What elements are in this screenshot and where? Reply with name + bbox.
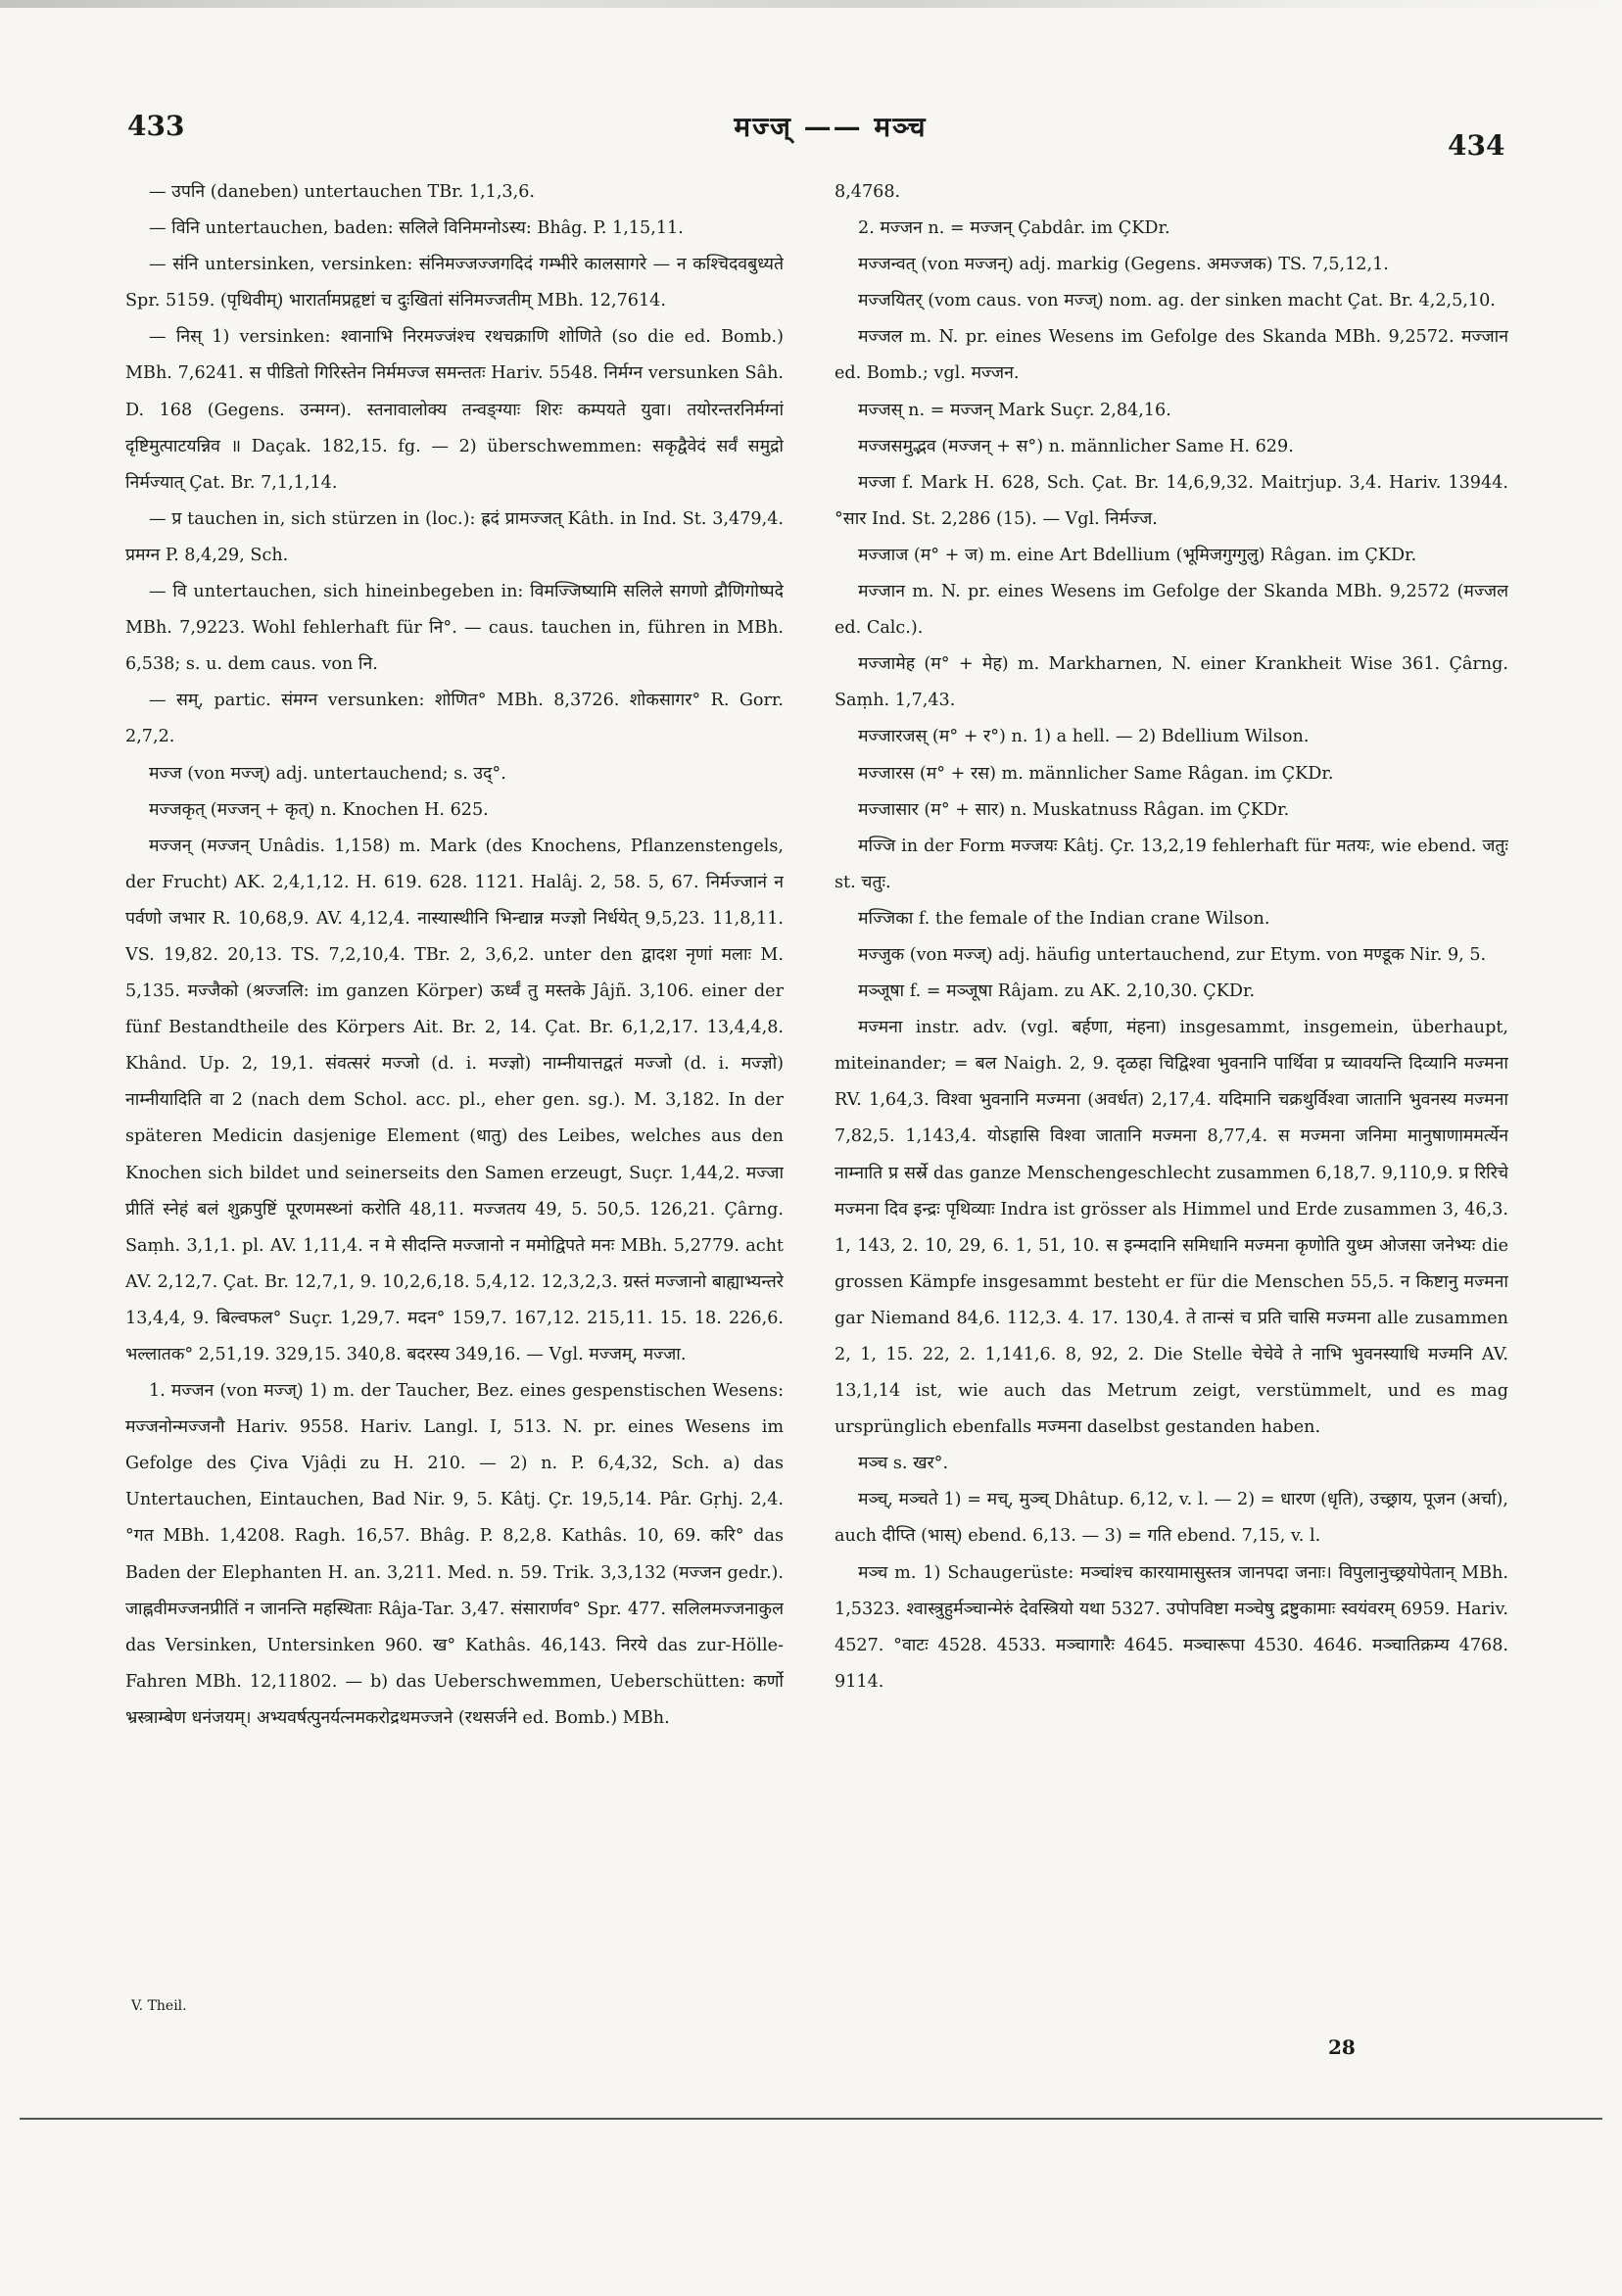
entry-paragraph: मज्जसमुद्भव (मज्जन् + स°) n. männlicher Same H. 629. xyxy=(858,436,1294,456)
entry-paragraph: मज्जन्वत् (von मज्जन्) adj. markig (Gegens. अमज्जक) TS. 7,5,12,1. xyxy=(858,255,1389,275)
entry-paragraph: मज्जारस (म° + रस) m. männlicher Same Râgan. im ÇKDr. xyxy=(858,763,1334,784)
entry-paragraph: मज्जि in der Form मज्जयः Kâtj. Çr. 13,2,19 fehlerhaft für मतयः, wie ebend. जतुः st. चतुः. xyxy=(835,836,1508,892)
entry-paragraph: — प्र tauchen in, sich stürzen in (loc.): ह्रदं प्रामज्जत् Kâth. in Ind. St. 3,479,4. प्रमग्न P. 8,4,29, Sch. xyxy=(125,508,784,565)
entry-paragraph: — सम्, partic. संमग्न versunken: शोणित° MBh. 8,3726. शोकसागर° R. Gorr. 2,7,2. xyxy=(125,691,784,747)
entry-paragraph: — वि untertauchen, sich hineinbegeben in: विमज्जिष्यामि सलिले सगणो द्रौणिगोष्पदे MBh. 7,9223. Wohl fehlerhaft für नि°. — caus. tauchen in, führen in MBh. 6,538; s. u. dem caus. von नि. xyxy=(125,582,784,675)
entry-paragraph: मज्ज (von मज्ज्) adj. untertauchend; s. उद्°. xyxy=(149,763,506,784)
entry-paragraph: मज्मना instr. adv. (vgl. बर्हणा, मंहना) insgesammt, insgemein, überhaupt, miteinander; = बल Naigh. 2, 9. दृळहा चिद्विश्वा भुवनानि पार्थिवा प्र च्यावयन्ति दिव्यानि मज्मना RV. 1,64,3. विश्वा भुवनानि मज्मना (अवर्धत) 2,17,4. यदिमानि चक्रथुर्विश्वा जातानि भुवनस्य मज्मना 7,82,5. 1,143,4. योऽहासि विश्वा जातानि मज्मना 8,77,4. स मज्मना जनिमा मानुषाणाममर्त्येन नाम्नाति प्र सर्स्रे das ganze Menschengeschlecht zusammen 6,18,7. 9,110,9. प्र रिरिचे मज्मना दिव इन्द्रः पृथिव्याः Indra ist grösser als Himmel und Erde zusammen 3, 46,3. 1, 143, 2. 10, 29, 6. 1, 51, 10. स इन्मदानि समिधानि मज्मना कृणोति युध्म ओजसा जनेभ्यः die grossen Kämpfe insgesammt besteht er für die Menschen 55,5. न किष्टानु मज्मना gar Niemand 84,6. 112,3. 4. 17. 130,4. ते तान्सं च प्रति चासि मज्मना alle zusammen 2, 1, 15. 22, 2. 1,141,6. 8, 92, 2. Die Stelle चेचेवे ते नाभि भुवनस्याधि मज्मनि AV. 13,1,14 ist, wie auch das Metrum zeigt, verstümmelt, und es mag ursprünglich ebenfalls मज्मना daselbst gestanden haben. xyxy=(835,1018,1508,1438)
entry-paragraph: मज्जिका f. the female of the Indian crane Wilson. xyxy=(858,908,1270,929)
entry-paragraph: मज्जन् (मज्जन् Unâdis. 1,158) m. Mark (des Knochens, Pflanzenstengels, der Frucht) AK. 2,4,1,12. H. 619. 628. 1121. Halâj. 2, 58. 5, 67. निर्मज्जानं न पर्वणो जभार R. 10,68,9. AV. 4,12,4. नास्यास्थीनि भिन्द्यान्न मज्ज्ञो निर्धयेत् 9,5,23. 11,8,11. VS. 19,82. 20,13. TS. 7,2,10,4. TBr. 2, 3,6,2. unter den द्वादश नृणां मलाः M. 5,135. मज्जैको (श्रज्जलि: im ganzen Körper) ऊर्ध्वं तु मस्तके Jâjñ. 3,106. einer der fünf Bestandtheile des Körpers Ait. Br. 2, 14. Çat. Br. 6,1,2,17. 13,4,4,8. Khând. Up. 2, 19,1. संवत्सरं मज्जो (d. i. मज्ज्ञो) नाम्नीयात्तद्वतं मज्जो (d. i. मज्ज्ञो) नाम्नीयादिति वा 2 (nach dem Schol. acc. pl., eher gen. sg.). M. 3,182. In der späteren Medicin dasjenige Element (धातु) des Leibes, welches aus den Knochen sich bildet und seinerseits den Samen erzeugt, Suçr. 1,44,2. मज्जा प्रीतिं स्नेहं बलं शुक्रपुष्टिं पूरणमस्थ्नां करोति 48,11. मज्जतय 49, 5. 50,5. 126,21. Çârng. Saṃh. 3,1,1. pl. AV. 1,11,4. न मे सीदन्ति मज्जानो न ममोद्विपते मनः MBh. 5,2779. acht AV. 2,12,7. Çat. Br. 12,7,1, 9. 10,2,6,18. 5,4,12. 12,3,2,3. ग्रस्तं मज्जानो बाह्याभ्यन्तरे 13,4,4, 9. बिल्वफल° Suçr. 1,29,7. मदन° 159,7. 167,12. 215,11. 15. 18. 226,6. भल्लातक° 2,51,19. 329,15. 340,8. बदरस्य 349,16. — Vgl. मज्जम्, मज्जा. xyxy=(125,836,784,1364)
left-page-number: 433 xyxy=(127,110,185,142)
entry-paragraph: 2. मज्जन n. = मज्जन् Çabdâr. im ÇKDr. xyxy=(858,218,1170,239)
page-header xyxy=(0,0,1622,186)
right-column xyxy=(835,174,1508,2016)
left-column xyxy=(125,174,784,2016)
right-page-number: 434 xyxy=(1448,129,1505,162)
entry-paragraph: मज्जकृत् (मज्जन् + कृत्) n. Knochen H. 625. xyxy=(149,799,489,820)
sheet-number: 28 xyxy=(1328,2035,1356,2059)
entry-paragraph: मज्जस् n. = मज्जन् Mark Suçr. 2,84,16. xyxy=(858,400,1171,420)
entry-paragraph: — उपनि (daneben) untertauchen TBr. 1,1,3,6. xyxy=(149,182,535,202)
entry-paragraph: मज्जुक (von मज्ज्) adj. häufig untertauchend, zur Etym. von मण्डूक Nir. 9, 5. xyxy=(858,944,1487,965)
bottom-rule xyxy=(20,2118,1602,2120)
entry-paragraph: मञ्च m. 1) Schaugerüste: मञ्चांश्च कारयामासुस्तत्र जानपदा जनाः। विपुलानुच्छ्रयोपेतान् MBh. 1,5323. श्वास्त्रुहुर्मञ्चान्मेरुं देवस्त्रियो यथा 5327. उपोपविष्टा मञ्चेषु द्रष्टुकामाः स्वयंवरम् 6959. Hariv. 4527. °वाटः 4528. 4533. मञ्चागारैः 4645. मञ्चारूपा 4530. 4646. मञ्चातिक्रम्य 4768. 9114. xyxy=(835,1562,1508,1692)
entry-paragraph: मज्जासार (म° + सार) n. Muskatnuss Râgan. im ÇKDr. xyxy=(858,799,1290,820)
entry-paragraph: मज्जल m. N. pr. eines Wesens im Gefolge des Skanda MBh. 9,2572. मज्जान ed. Bomb.; vgl. मज्जन. xyxy=(835,327,1508,384)
entry-paragraph: मज्जयितर् (vom caus. von मज्ज्) nom. ag. der sinken macht Çat. Br. 4,2,5,10. xyxy=(858,291,1496,311)
entry-paragraph: मज्जामेह (म° + मेह) m. Markharnen, N. einer Krankheit Wise 361. Çârng. Saṃh. 1,7,43. xyxy=(835,654,1508,711)
entry-paragraph: — निस् 1) versinken: श्वानाभि निरमज्जंश्च रथचक्राणि शोणिते (so die ed. Bomb.) MBh. 7,6241. स पीडितो गिरिस्तेन निर्ममज्ज समन्ततः Hariv. 5548. निर्मग्न versunken Sâh. D. 168 (Gegens. उन्मग्न). स्तनावालोक्य तन्वङ्ग्याः शिरः कम्पयते युवा। तयोरन्तरनिर्मग्नां दृष्टिमुत्पाटयन्निव ॥ Daçak. 182,15. fg. — 2) überschwemmen: सकृद्वैवेदं सर्वं समुद्रो निर्मज्यात् Çat. Br. 7,1,1,14. xyxy=(125,327,784,493)
entry-paragraph: — संनि untersinken, versinken: संनिमज्जज्जगदिदं गम्भीरे कालसागरे — न कश्चिदवबुध्यते Spr. 5159. (पृथिवीम्) भारार्तामप्रहृष्टां च दुःखितां संनिमज्जतीम् MBh. 12,7614. xyxy=(125,255,784,311)
entry-paragraph: मज्जा f. Mark H. 628, Sch. Çat. Br. 14,6,9,32. Maitrjup. 3,4. Hariv. 13944. °सार Ind. St. 2,286 (15). — Vgl. निर्मज्ज. xyxy=(835,472,1508,529)
entry-paragraph: मज्जाज (म° + ज) m. eine Art Bdellium (भूमिजगुग्गुलु) Râgan. im ÇKDr. xyxy=(858,545,1417,565)
entry-paragraph: मज्जारजस् (म° + र°) n. 1) a hell. — 2) Bdellium Wilson. xyxy=(858,727,1310,747)
entry-paragraph: मज्जान m. N. pr. eines Wesens im Gefolge der Skanda MBh. 9,2572 (मज्जल ed. Calc.). xyxy=(835,582,1508,639)
entry-paragraph: मञ्च s. खर°. xyxy=(858,1454,949,1474)
entry-paragraph: मञ्जूषा f. = मञ्जूषा Râjam. zu AK. 2,10,30. ÇKDr. xyxy=(858,981,1256,1002)
volume-signature: V. Theil. xyxy=(131,1998,187,2014)
entry-paragraph: मञ्च्, मञ्चते 1) = मच्, मुञ्च् Dhâtup. 6,12, v. l. — 2) = धारण (धृति), उच्छ्राय, पूजन (अर्चा), auch दीप्ति (भास्) ebend. 6,13. — 3) = गति ebend. 7,15, v. l. xyxy=(835,1490,1508,1547)
entry-paragraph: 8,4768. xyxy=(835,182,901,202)
entry-paragraph: — विनि untertauchen, baden: सलिले विनिमग्नोऽस्य: Bhâg. P. 1,15,11. xyxy=(149,218,684,239)
entry-paragraph: 1. मज्जन (von मज्ज्) 1) m. der Taucher, Bez. eines gespenstischen Wesens: मज्जनोन्मज्जनौ Hariv. 9558. Hariv. Langl. I, 513. N. pr. eines Wesens im Gefolge des Çiva Vjâḍi zu H. 210. — 2) n. P. 6,4,32, Sch. a) das Untertauchen, Eintauchen, Bad Nir. 9, 5. Kâtj. Çr. 19,5,14. Pâr. Gṛhj. 2,4. °गत MBh. 1,4208. Ragh. 16,57. Bhâg. P. 8,2,8. Kathâs. 10, 69. करि° das Baden der Elephanten H. an. 3,211. Med. n. 59. Trik. 3,3,132 (मज्जन gedr.). जाह्नवीमज्जनप्रीतिं न जानन्ति महस्थिताः Râja-Tar. 3,47. संसारार्णव° Spr. 477. सलिलमज्जनाकुल das Versinken, Untersinken 960. ख° Kathâs. 46,143. निरये das zur-Hölle-Fahren MBh. 12,11802. — b) das Ueberschwemmen, Ueberschütten: कर्णो भ्रस्त्राम्बेण धनंजयम्। अभ्यवर्षत्पुनर्यत्नमकरोद्रथमज्जने (रथसर्जने ed. Bomb.) MBh. xyxy=(125,1381,784,1728)
running-head: मज्ज् —— मञ्च xyxy=(734,111,928,143)
